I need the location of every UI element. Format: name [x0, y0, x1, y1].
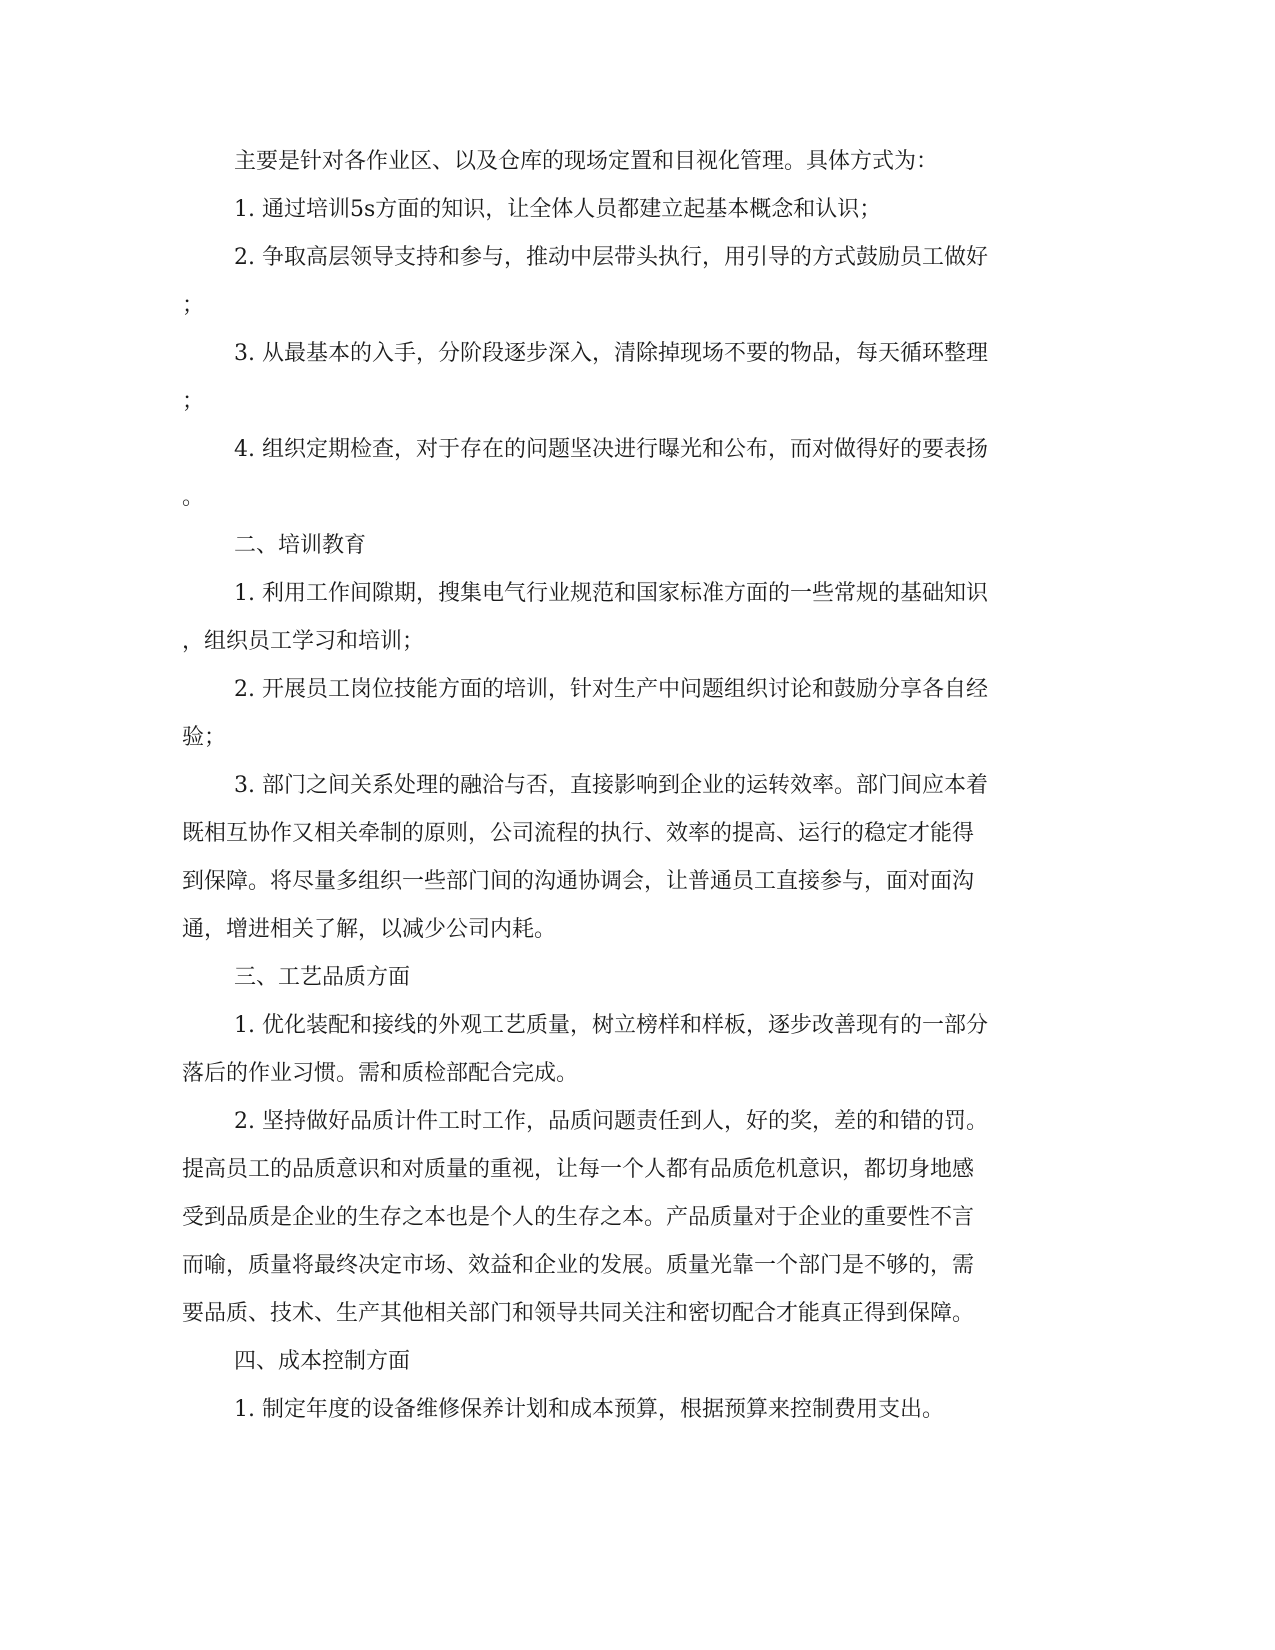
document-line: 1. 通过培训5s方面的知识，让全体人员都建立起基本概念和认识； — [234, 197, 882, 222]
document-line: 二、培训教育 — [234, 533, 367, 558]
document-line: 主要是针对各作业区、以及仓库的现场定置和目视化管理。具体方式为： — [234, 149, 939, 174]
document-line: 而喻，质量将最终决定市场、效益和企业的发展。质量光靠一个部门是不够的，需 — [182, 1253, 975, 1278]
document-line: 到保障。将尽量多组织一些部门间的沟通协调会，让普通员工直接参与，面对面沟 — [182, 869, 975, 894]
document-line: ； — [182, 389, 205, 414]
document-body — [182, 138, 1078, 1434]
document-line: 验； — [182, 725, 227, 750]
document-line: 1. 利用工作间隙期，搜集电气行业规范和国家标准方面的一些常规的基础知识 — [234, 581, 988, 606]
document-line: 1. 优化装配和接线的外观工艺质量，树立榜样和样板，逐步改善现有的一部分 — [234, 1013, 988, 1038]
document-line: 通，增进相关了解，以减少公司内耗。 — [182, 917, 557, 942]
document-line: 2. 开展员工岗位技能方面的培训，针对生产中问题组织讨论和鼓励分享各自经 — [234, 677, 988, 702]
document-line: ，组织员工学习和培训； — [182, 629, 425, 654]
document-line: 既相互协作又相关牵制的原则，公司流程的执行、效率的提高、运行的稳定才能得 — [182, 821, 975, 846]
document-line: 2. 争取高层领导支持和参与，推动中层带头执行，用引导的方式鼓励员工做好 — [234, 245, 988, 270]
document-line: 四、成本控制方面 — [234, 1349, 411, 1374]
document-line: 3. 从最基本的入手，分阶段逐步深入，清除掉现场不要的物品，每天循环整理 — [234, 341, 988, 366]
document-line: 4. 组织定期检查，对于存在的问题坚决进行曝光和公布，而对做得好的要表扬 — [234, 437, 988, 462]
document-line: 受到品质是企业的生存之本也是个人的生存之本。产品质量对于企业的重要性不言 — [182, 1205, 975, 1230]
document-line: 要品质、技术、生产其他相关部门和领导共同关注和密切配合才能真正得到保障。 — [182, 1301, 975, 1326]
document-line: 1. 制定年度的设备维修保养计划和成本预算，根据预算来控制费用支出。 — [234, 1397, 944, 1422]
document-line: 三、工艺品质方面 — [234, 965, 411, 990]
document-line: ； — [182, 293, 205, 318]
document-line: 。 — [182, 485, 205, 510]
document-line: 提高员工的品质意识和对质量的重视，让每一个人都有品质危机意识，都切身地感 — [182, 1157, 975, 1182]
document-line: 落后的作业习惯。需和质检部配合完成。 — [182, 1061, 579, 1086]
document-line: 3. 部门之间关系处理的融洽与否，直接影响到企业的运转效率。部门间应本着 — [234, 773, 988, 798]
document-line: 2. 坚持做好品质计件工时工作，品质问题责任到人，好的奖，差的和错的罚。 — [234, 1109, 988, 1134]
